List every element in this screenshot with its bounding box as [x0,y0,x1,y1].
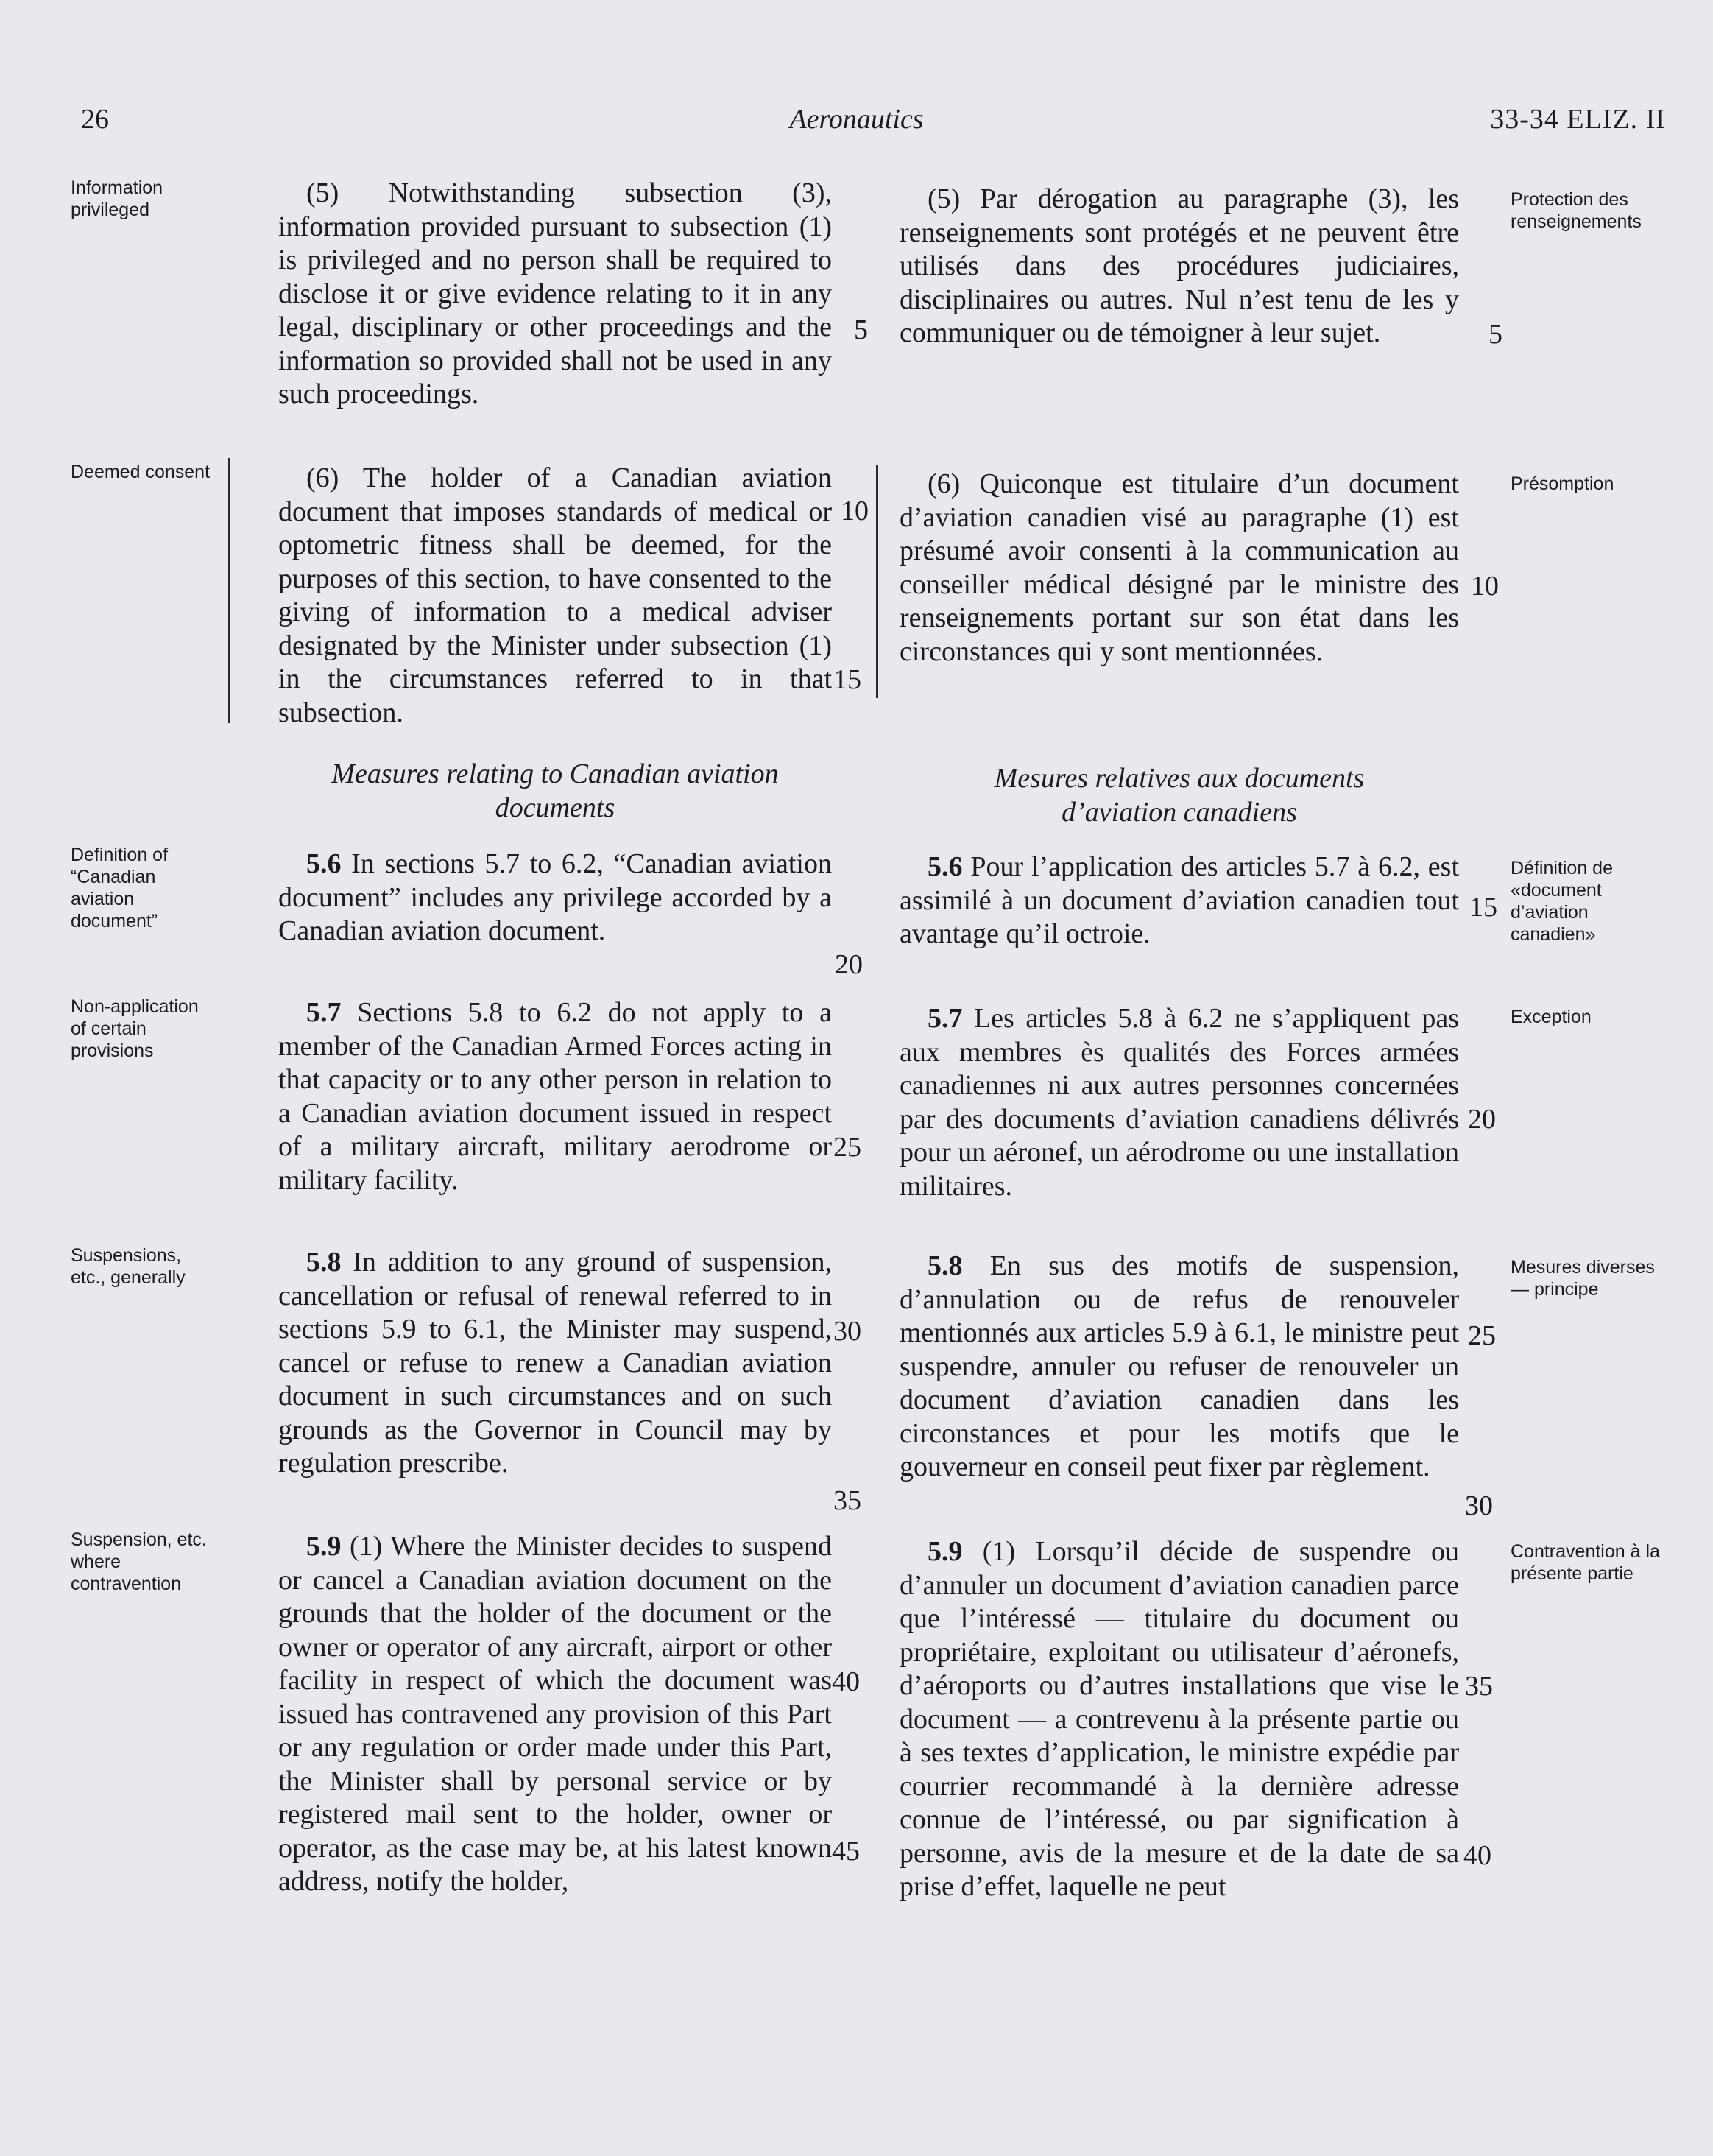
en-section-5-9 [278,1530,832,1899]
line-number-fr: 35 [1465,1671,1493,1702]
margin-note-suspensions: Suspensions, etc., generally [71,1245,186,1288]
line-number-fr: 25 [1468,1320,1496,1351]
page-number: 26 [81,104,109,135]
margin-note-definition-fr: Définition de «document d’aviation canadien» [1511,858,1613,945]
en-section-5-7 [278,996,832,1197]
margin-note-mesures-diverses: Mesures diverses — principe [1511,1257,1655,1300]
line-number-fr: 40 [1463,1840,1491,1871]
en-section-5-8 [278,1246,832,1481]
line-number-en: 40 [832,1666,860,1697]
fr-section-text: (1) Lorsqu’il décide de suspendre ou d’annuler un document d’aviation canadien parce que l’intéressé — titulaire du document ou propriétaire, exploitant ou utilisateur d’aéronefs, d’aéroports ou d’autres installations que vise le document — a contrevenu à la présente partie ou à ses textes d’application, le ministre expédie par courrier recommandé à la dernière adresse connue de l’intéressé, ou par signification à personne, avis de la mesure et de la date de sa prise d’effet, laquelle ne peut [900,1536,1459,1902]
en-section-5-6 [278,848,832,948]
en-section-text: (1) Where the Minister decides to suspend or cancel a Canadian aviation document on the grounds that the holder of the document or the owner or operator of any aircraft, airport or other facility in respect of which the document was issued has contravened any provision of this Part or any regulation or order made under this Part, the Minister shall by personal service or by registered mail sent to the holder, owner or operator, as the case may be, at his latest known address, notify the holder, [278,1531,832,1897]
fr-section-text: En sus des motifs de suspension, d’annulation ou de refus de renouveler mentionnés aux articles 5.9 à 6.1, le ministre peut suspendre, annuler ou refuser de renouveler un document d’aviation canadien dans les circonstances et pour les motifs que le gouverneur en conseil peut fixer par règlement. [900,1250,1459,1482]
line-number-en: 15 [833,664,861,695]
fr-section-5-6 [900,850,1459,951]
fr-section-number: 5.6 [928,851,963,882]
fr-subsection-6: (6) Quiconque est titulaire d’un document d’aviation canadien visé au paragraphe (1) est présumé avoir consenti à la communication au conseiller médical désigné par le ministre des renseignements portant sur son état dans les circonstances qui y sont mentionnées. [900,468,1459,667]
regnal-year: 33-34 ELIZ. II [1490,104,1666,135]
margin-note-protection: Protection des renseignements [1511,189,1642,232]
margin-note-information-privileged: Information privileged [71,177,163,220]
en-section-text: In sections 5.7 to 6.2, “Canadian aviation document” includes any privilege accorded by a Canadian aviation document. [278,848,832,946]
margin-note-definition: Definition of “Canadian aviation document” [71,845,169,931]
line-number-en: 30 [833,1316,861,1347]
fr-section-text: Les articles 5.8 à 6.2 ne s’appliquent pas aux membres ès qualités des Forces armées canadiennes ni aux autres personnes concernées par des documents d’aviation canadiens délivrés pour un aéronef, un aérodrome ou une installation militaires. [900,1003,1459,1202]
running-title: Aeronautics [789,104,924,135]
fr-section-5-9 [900,1535,1459,1904]
fr-section-number: 5.8 [928,1250,963,1281]
en-section-number: 5.6 [306,848,342,879]
en-section-number: 5.7 [306,997,342,1028]
margin-note-non-application: Non-application of certain provisions [71,996,199,1061]
margin-note-presomption: Présomption [1511,473,1614,494]
change-bar-left [228,458,230,723]
line-number-fr: 5 [1488,319,1502,350]
fr-section-heading: Mesures relatives aux documents d’aviation canadiens [994,763,1365,828]
en-section-text: In addition to any ground of suspension, cancellation or refusal of renewal referred to in sections 5.9 to 6.1, the Minister may suspend, cancel or refuse to renew a Canadian aviation document in such circumstances and on such grounds as the Governor in Council may by regulation prescribe. [278,1247,833,1479]
line-number-fr: 30 [1465,1490,1493,1521]
margin-note-contravention: Contravention à la présente partie [1511,1541,1660,1584]
line-number-fr: 10 [1471,571,1499,602]
fr-section-5-7 [900,1002,1459,1203]
en-subsection-6: (6) The holder of a Canadian aviation document that imposes standards of medical or optometric fitness shall be deemed, for the purposes of this section, to have consented to the giving of information to a medical adviser designated by the Minister under subsection (1) in the circumstances referred to in that subsection. [278,462,832,728]
line-number-en: 20 [835,949,863,980]
fr-section-number: 5.9 [928,1536,963,1567]
line-number-en: 10 [841,496,869,526]
line-number-en: 35 [833,1485,861,1516]
en-section-number: 5.8 [306,1247,342,1278]
line-number-fr: 15 [1469,892,1497,923]
line-number-en: 25 [833,1132,861,1163]
line-number-fr: 20 [1468,1104,1496,1135]
en-section-text: Sections 5.8 to 6.2 do not apply to a member of the Canadian Armed Forces acting in that capacity or to any other person in relation to a Canadian aviation document issued in respect of a military aircraft, military aerodrome or military facility. [278,997,833,1196]
margin-note-exception: Exception [1511,1007,1592,1027]
margin-note-deemed-consent: Deemed consent [71,462,211,482]
fr-section-text: Pour l’application des articles 5.7 à 6.2, est assimilé à un document d’aviation canadien tout avantage qu’il octroie. [900,851,1459,949]
fr-section-number: 5.7 [928,1003,963,1034]
fr-subsection-5: (5) Par dérogation au paragraphe (3), les renseignements sont protégés et ne peuvent être utilisés dans des procédures judiciaires, disciplinaires ou autres. Nul n’est tenu de les y communiquer ou de témoigner à leur sujet. [900,183,1459,348]
line-number-en: 45 [832,1836,860,1867]
fr-section-5-8 [900,1250,1459,1484]
line-number-en: 5 [854,314,868,345]
en-section-heading: Measures relating to Canadian aviation documents [331,758,779,823]
en-section-number: 5.9 [306,1531,342,1562]
margin-note-suspension-contravention: Suspension, etc. where contravention [71,1529,207,1594]
en-subsection-5: (5) Notwithstanding subsection (3), information provided pursuant to subsection (1) is privileged and no person shall be required to disclose it or give evidence relating to it in any legal, disciplinary or other proceedings and the information so provided shall not be used in any such proceedings. [278,177,832,409]
